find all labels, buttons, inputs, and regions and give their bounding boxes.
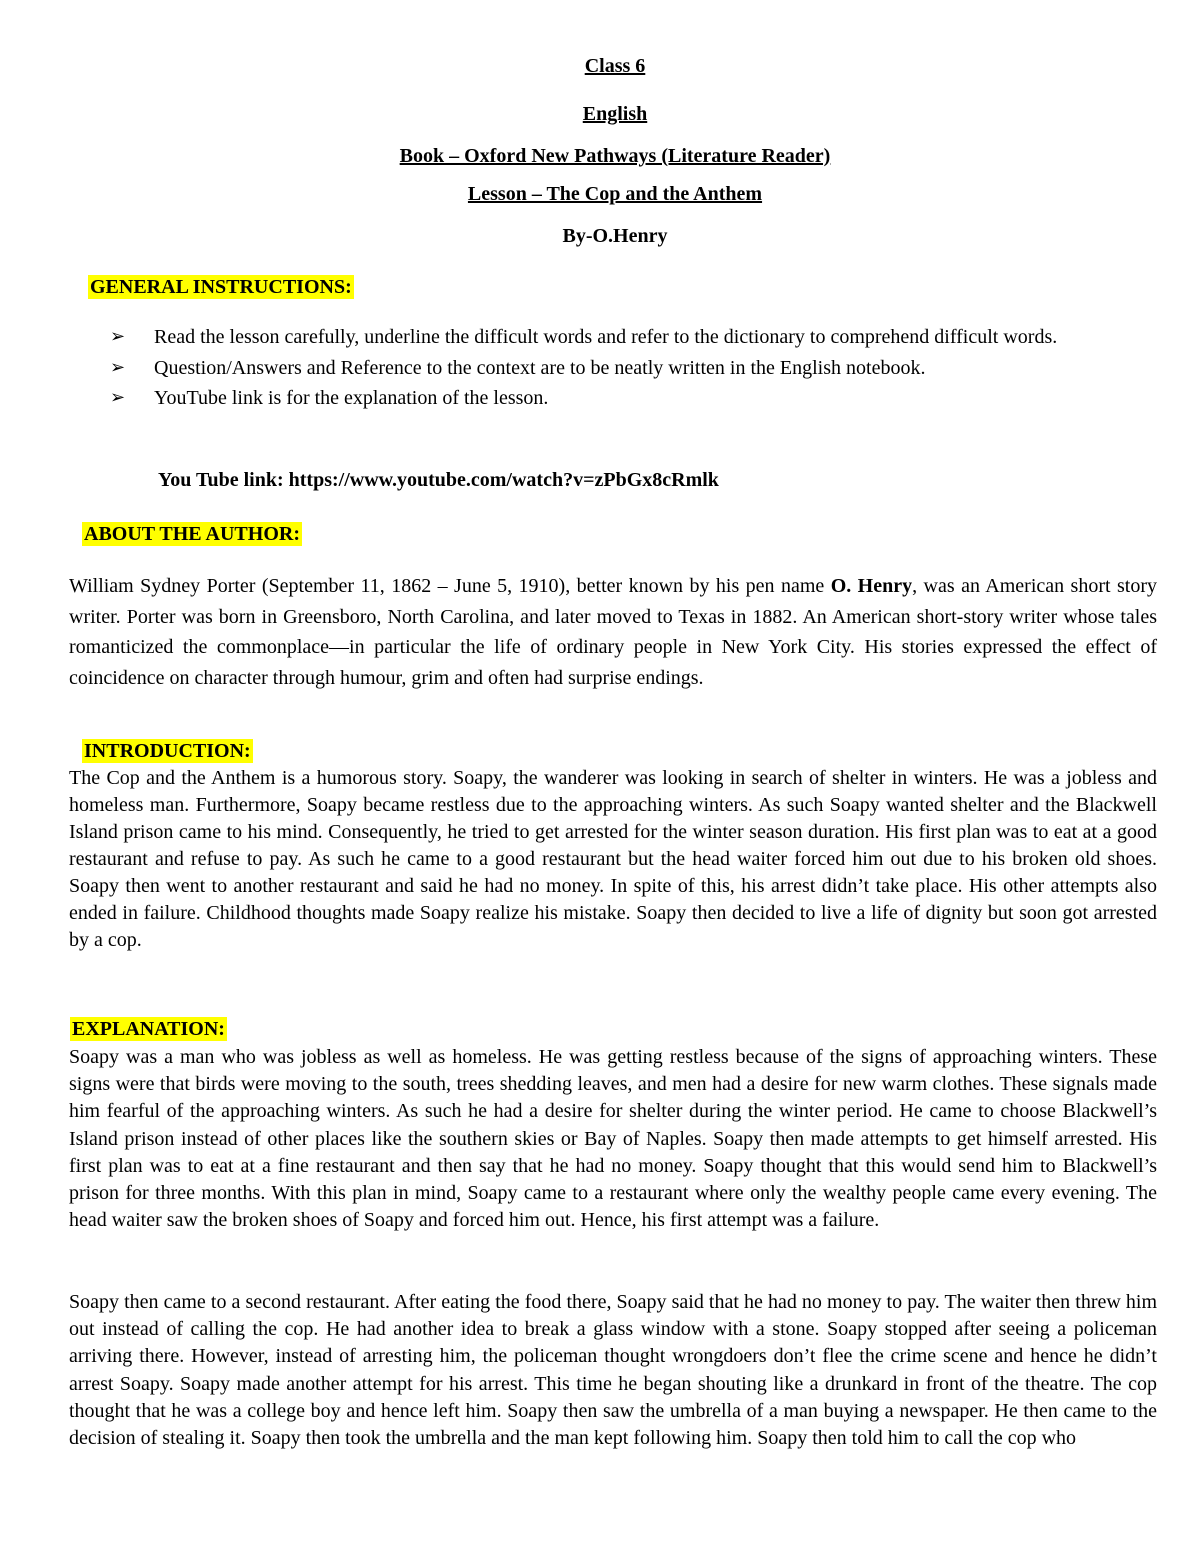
- explanation-paragraph-1: Soapy was a man who was jobless as well as homeless. He was getting restless because of the signs of approaching winters. These signs were that birds were moving to the south, trees shedding leaves, and men had a desire for new warm clothes. These signals made him fearful of the approaching winters. As such he had a desire for shelter during the winter period. He came to choose Blackwell’s Island prison instead of other places like the southern skies or Bay of Naples. Soapy then made attempts to get himself arrested. His first plan was to eat at a fine restaurant and then say that he had no money. Soapy thought that this would send him to Blackwell’s prison for three months. With this plan in mind, Soapy came to a restaurant where only the wealthy people came every evening. The head waiter saw the broken shoes of Soapy and forced him out. Hence, his first attempt was a failure.: [69, 1046, 1157, 1232]
- author-byline: By-O.Henry: [562, 225, 668, 247]
- about-author-heading: ABOUT THE AUTHOR:: [84, 523, 300, 545]
- instructions-list: [110, 322, 1090, 414]
- youtube-link-line: [158, 468, 719, 492]
- list-item: ➢ YouTube link is for the explanation of the lesson.: [110, 383, 1090, 414]
- introduction-heading: INTRODUCTION:: [84, 740, 251, 762]
- introduction-paragraph: The Cop and the Anthem is a humorous story. Soapy, the wanderer was looking in search of shelter in winters. He was a jobless and homeless man. Furthermore, Soapy became restless due to the approaching winters. As such Soapy wanted shelter and the Blackwell Island prison came to his mind. Consequently, he tried to get arrested for the winter season duration. His first plan was to eat at a good restaurant and refuse to pay. As such he came to a good restaurant but the head waiter forced him out due to his broken old shoes. Soapy then went to another restaurant and said he had no money. In spite of this, his arrest didn’t take place. His other attempts also ended in failure. Childhood thoughts made Soapy realize his mistake. Soapy then decided to live a life of dignity but soon got arrested by a cop.: [69, 767, 1157, 951]
- about-author-paragraph: William Sydney Porter (September 11, 1862 – June 5, 1910), better known by his pen name O. Henry, was an American short story writer. Porter was born in Greensboro, North Carolina, and later moved to Texas in 1882. An American short-story writer whose tales romanticized the commonplace—in particular the life of ordinary people in New York City. His stories expressed the effect of coincidence on character through humour, grim and often had surprise endings.: [69, 575, 1157, 689]
- class-heading: Class 6: [584, 55, 646, 77]
- pen-name: O. Henry: [830, 575, 913, 597]
- lesson-heading: Lesson – The Cop and the Anthem: [467, 183, 763, 205]
- arrowhead-bullet-icon: ➢: [110, 387, 126, 408]
- book-heading: Book – Oxford New Pathways (Literature Reader): [399, 145, 831, 167]
- explanation-heading: EXPLANATION:: [72, 1018, 225, 1040]
- youtube-link[interactable]: https://www.youtube.com/watch?v=zPbGx8cRmlk: [288, 469, 719, 491]
- arrowhead-bullet-icon: ➢: [110, 326, 126, 347]
- list-item: ➢ Read the lesson carefully, underline the difficult words and refer to the dictionary to comprehend difficult words.: [110, 322, 1090, 353]
- arrowhead-bullet-icon: ➢: [110, 356, 126, 378]
- youtube-link-label: You Tube link:: [158, 469, 289, 491]
- subject-heading: English: [582, 103, 648, 125]
- general-instructions-heading: GENERAL INSTRUCTIONS:: [90, 276, 352, 298]
- list-item: ➢ Question/Answers and Reference to the context are to be neatly written in the English notebook.: [110, 353, 1090, 384]
- explanation-paragraph-2: Soapy then came to a second restaurant. After eating the food there, Soapy said that he had no money to pay. The waiter then threw him out instead of calling the cop. He had another idea to break a glass window with a stone. Soapy stopped after seeing a policeman arriving there. However, instead of arresting him, the policeman thought wrongdoers don’t flee the crime scene and hence he didn’t arrest Soapy. Soapy made another attempt for his arrest. This time he began shouting like a drunkard in front of the theatre. The cop thought that he was a college boy and hence left him. Soapy then saw the umbrella of a man buying a newspaper. He then came to the decision of stealing it. Soapy then took the umbrella and the man kept following him. Soapy then told him to call the cop who: [69, 1291, 1157, 1450]
